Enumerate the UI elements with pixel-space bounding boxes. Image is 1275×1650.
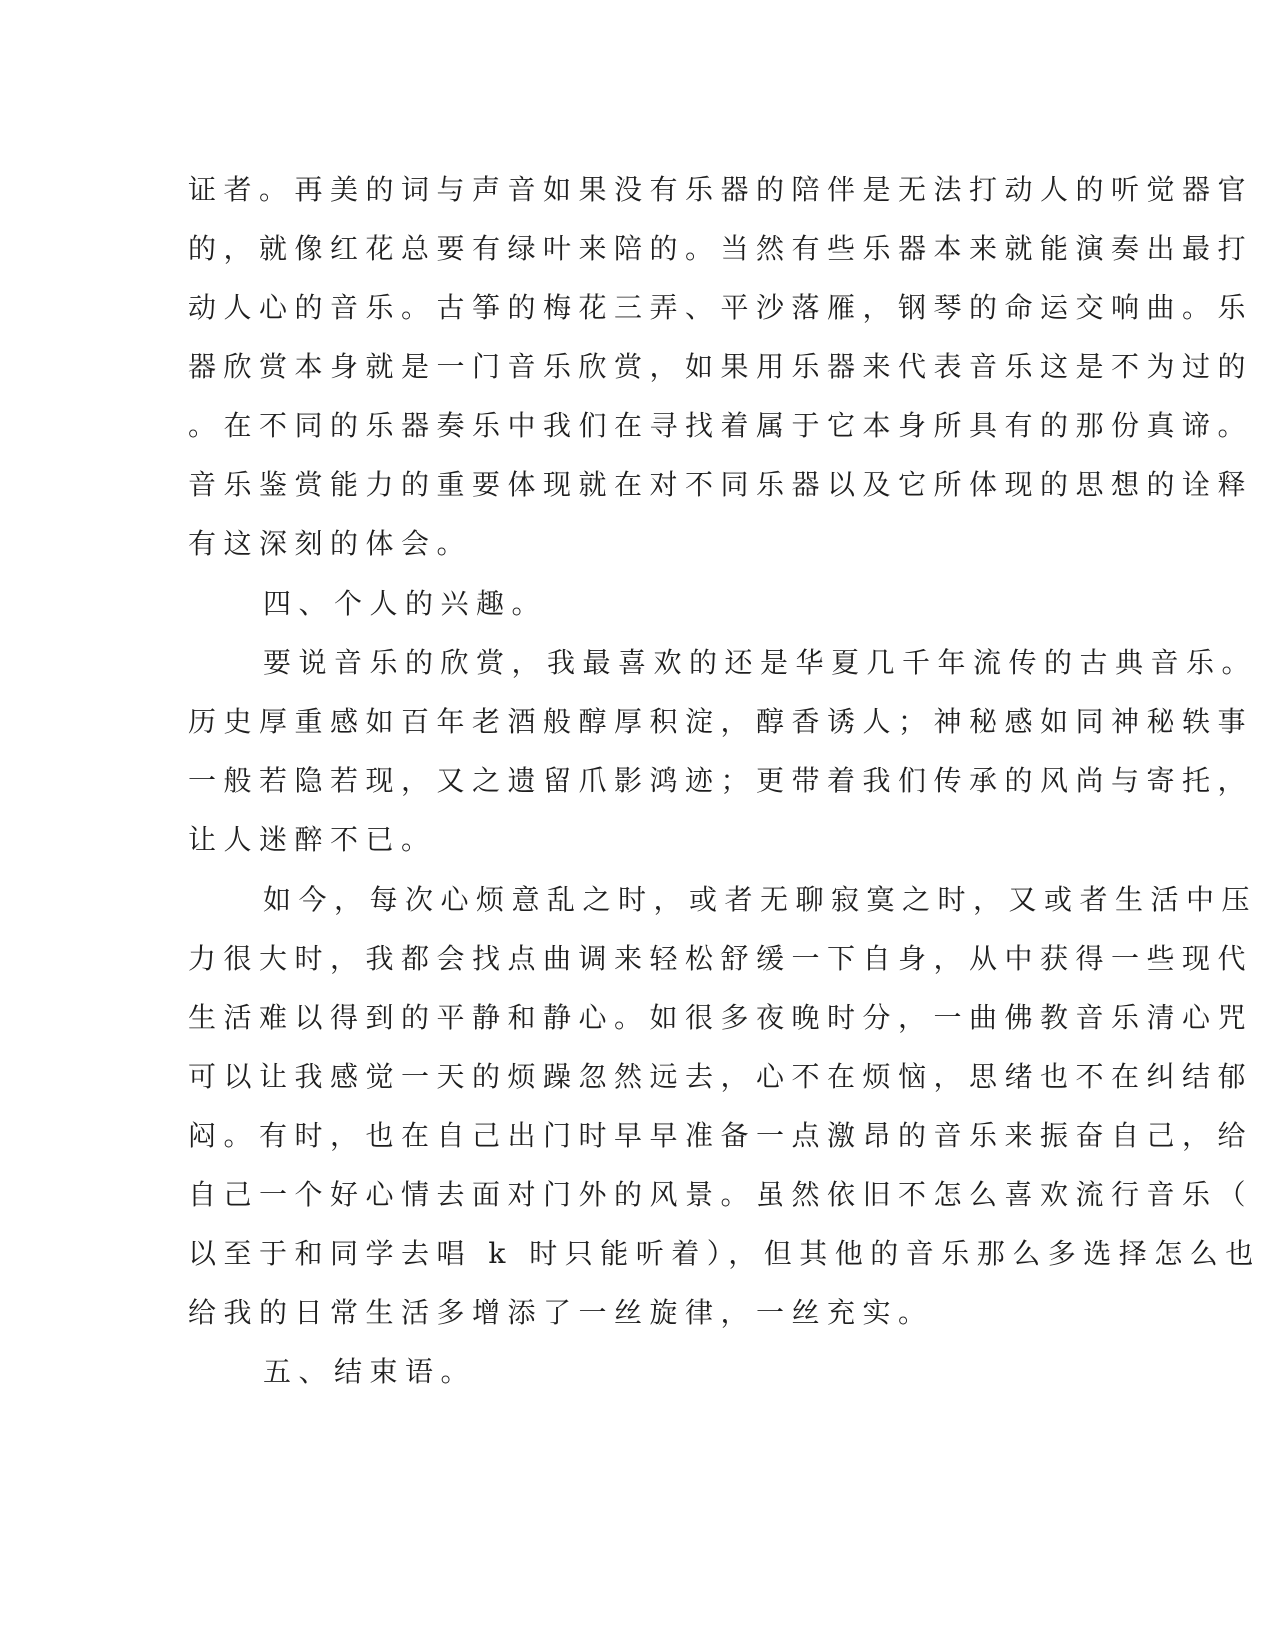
body-text-line: 以至于和同学去唱 k 时只能听着），但其他的音乐那么多选择怎么也	[188, 1237, 1261, 1270]
section-heading: 五、结束语。	[263, 1355, 477, 1388]
body-text-line: 生活难以得到的平静和静心。如很多夜晚时分，一曲佛教音乐清心咒	[188, 1001, 1254, 1034]
body-text-line: 要说音乐的欣赏，我最喜欢的还是华夏几千年流传的古典音乐。	[263, 646, 1258, 679]
body-text-line: 力很大时，我都会找点曲调来轻松舒缓一下自身，从中获得一些现代	[188, 942, 1254, 975]
body-text-line: 闷。有时，也在自己出门时早早准备一点激昂的音乐来振奋自己，给	[188, 1119, 1254, 1152]
body-text-line: 动人心的音乐。古筝的梅花三弄、平沙落雁，钢琴的命运交响曲。乐	[188, 291, 1254, 324]
body-text-line: 可以让我感觉一天的烦躁忽然远去，心不在烦恼，思绪也不在纠结郁	[188, 1060, 1254, 1093]
body-text-line: 让人迷醉不已。	[188, 823, 437, 856]
body-text-line: 给我的日常生活多增添了一丝旋律，一丝充实。	[188, 1296, 934, 1329]
body-text-line: 自己一个好心情去面对门外的风景。虽然依旧不怎么喜欢流行音乐（	[188, 1178, 1254, 1211]
body-text-line: 器欣赏本身就是一门音乐欣赏，如果用乐器来代表音乐这是不为过的	[188, 350, 1254, 383]
section-heading: 四、个人的兴趣。	[263, 587, 548, 620]
body-text-line: 。在不同的乐器奏乐中我们在寻找着属于它本身所具有的那份真谛。	[188, 409, 1254, 442]
body-text-line: 证者。再美的词与声音如果没有乐器的陪伴是无法打动人的听觉器官	[188, 173, 1254, 206]
body-text-line: 音乐鉴赏能力的重要体现就在对不同乐器以及它所体现的思想的诠释	[188, 468, 1254, 501]
body-text-line: 有这深刻的体会。	[188, 527, 473, 560]
body-text-line: 一般若隐若现，又之遗留爪影鸿迹；更带着我们传承的风尚与寄托，	[188, 764, 1254, 797]
body-text-line: 如今，每次心烦意乱之时，或者无聊寂寞之时，又或者生活中压	[263, 883, 1258, 916]
body-text-line: 历史厚重感如百年老酒般醇厚积淀，醇香诱人；神秘感如同神秘轶事	[188, 705, 1254, 738]
body-text-line: 的，就像红花总要有绿叶来陪的。当然有些乐器本来就能演奏出最打	[188, 232, 1254, 265]
